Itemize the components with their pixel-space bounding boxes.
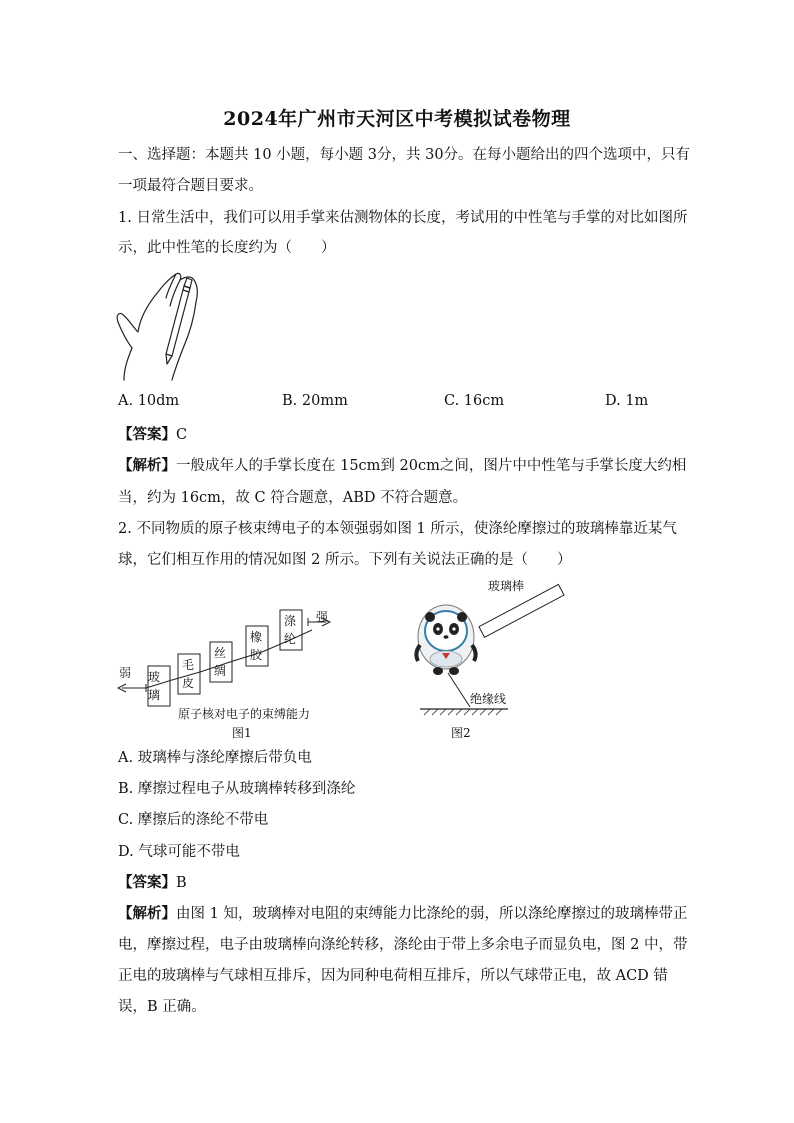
fig1-box-rubber-char-1: 橡 xyxy=(250,630,263,644)
q1-answer-tag: 【答案】 xyxy=(118,426,176,443)
fig2-thread-label: 绝缘线 xyxy=(470,692,507,706)
q1-analysis-line-1 xyxy=(118,456,687,476)
q2-answer-value: B xyxy=(176,875,187,891)
fig2-rod-label: 玻璃棒 xyxy=(488,579,525,593)
q2-option-b: B. 摩擦过程电子从玻璃棒转移到涤纶 xyxy=(118,781,356,797)
fig1-box-rubber xyxy=(250,628,262,664)
q1-option-b: B. 20mm xyxy=(282,393,348,409)
q2-stem-line-1: 2. 不同物质的原子核束缚电子的本领强弱如图 1 所示，使涤纶摩擦过的玻璃棒靠近某气 xyxy=(118,521,677,537)
q2-answer xyxy=(118,873,678,893)
section-instructions-line-1: 一、选择题：本题共 10 小题，每小题 3分，共 30分。在每小题给出的四个选项中，只有 xyxy=(118,147,691,163)
q2-analysis-tag: 【解析】 xyxy=(118,905,176,922)
fig1-box-fur-char-1: 毛 xyxy=(182,658,195,672)
fig1-box-fur-char-2: 皮 xyxy=(182,676,195,690)
section-instructions-line-2: 一项最符合题目要求。 xyxy=(118,178,263,194)
q1-analysis-tag: 【解析】 xyxy=(118,457,176,474)
fig1-box-polyester-char-2: 纶 xyxy=(284,632,297,646)
fig1-axis-label: 原子核对电子的束缚能力 xyxy=(178,707,311,721)
fig1-weak-label: 弱 xyxy=(119,666,132,680)
fig1-box-silk-char-1: 丝 xyxy=(214,646,227,660)
fig1-box-rubber-char-2: 胶 xyxy=(250,648,263,662)
q2-option-d: D. 气球可能不带电 xyxy=(118,844,240,860)
q2-analysis-line-2: 电，摩擦过程，电子由玻璃棒向涤纶转移，涤纶由于带上多余电子而显负电，图 2 中，带 xyxy=(118,937,688,953)
fig1-box-silk xyxy=(214,644,226,680)
q1-analysis-text-1: 一般成年人的手掌长度在 15cm到 20cm之间，图片中中性笔与手掌长度大约相 xyxy=(176,458,687,474)
q1-analysis-line-2: 当，约为 16cm，故 C 符合题意，ABD 不符合题意。 xyxy=(118,490,468,506)
q1-answer xyxy=(118,425,678,445)
fig1-box-polyester xyxy=(284,612,296,648)
q1-stem-line-1: 1. 日常生活中，我们可以用手掌来估测物体的长度，考试用的中性笔与手掌的对比如图所 xyxy=(118,210,688,226)
fig1-box-polyester-char-1: 涤 xyxy=(284,614,297,628)
q2-analysis-text-1: 由图 1 知，玻璃棒对电阻的束缚能力比涤纶的弱，所以涤纶摩擦过的玻璃棒带正 xyxy=(176,906,688,922)
fig1-strong-label: 强 xyxy=(316,610,329,624)
fig1-box-glass-char-1: 玻 xyxy=(148,670,161,684)
page-title: 2024年广州市天河区中考模拟试卷物理 xyxy=(223,108,571,130)
fig1-box-fur xyxy=(182,656,194,692)
q2-answer-tag: 【答案】 xyxy=(118,874,176,891)
q2-analysis-line-3: 正电的玻璃棒与气球相互排斥，因为同种电荷相互排斥，所以气球带正电，故 ACD 错 xyxy=(118,968,668,984)
q2-analysis-line-4: 误，B 正确。 xyxy=(118,999,206,1015)
hand-with-pen-figure xyxy=(110,268,215,383)
q1-option-d: D. 1m xyxy=(605,393,649,409)
q2-option-c: C. 摩擦后的涤纶不带电 xyxy=(118,812,269,828)
fig1-caption: 图1 xyxy=(232,726,252,740)
fig1-box-glass xyxy=(148,668,160,704)
fig2-caption: 图2 xyxy=(451,726,471,740)
q2-option-a: A. 玻璃棒与涤纶摩擦后带负电 xyxy=(118,750,312,766)
q2-analysis-line-1 xyxy=(118,904,688,924)
q1-option-a: A. 10dm xyxy=(118,393,180,409)
q1-answer-value: C xyxy=(176,427,188,443)
q1-stem-line-2: 示，此中性笔的长度约为（ ） xyxy=(118,240,336,256)
fig1-box-glass-char-2: 璃 xyxy=(148,688,161,702)
fig1-box-silk-char-2: 绸 xyxy=(214,664,227,678)
q1-option-c: C. 16cm xyxy=(444,393,505,409)
q2-stem-line-2: 球，它们相互作用的情况如图 2 所示。下列有关说法正确的是（ ） xyxy=(118,552,572,568)
